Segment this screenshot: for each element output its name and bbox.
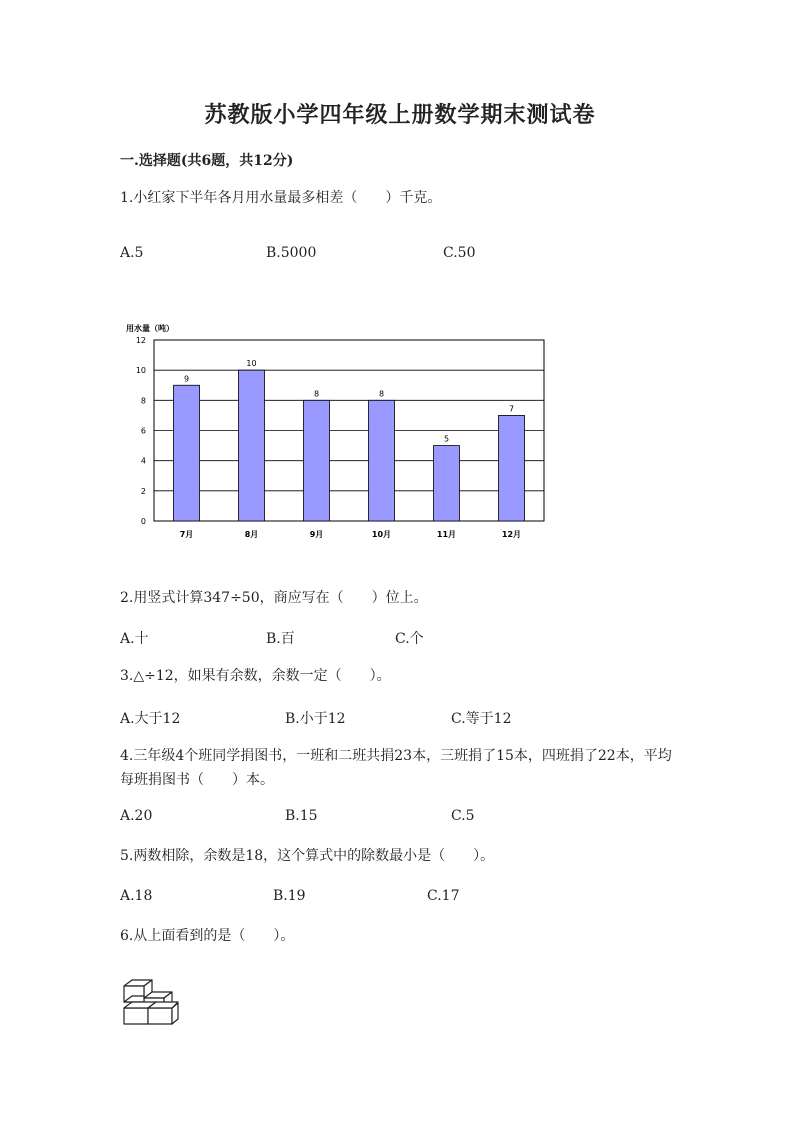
chart-y-tick-label: 2 bbox=[140, 486, 146, 496]
chart-grid bbox=[154, 340, 544, 521]
exam-title: 苏教版小学四年级上册数学期末测试卷 bbox=[204, 102, 596, 128]
q2-option-c[interactable]: C.个 bbox=[395, 631, 424, 647]
chart-y-tick-label: 10 bbox=[135, 366, 146, 376]
chart-x-tick-label: 7月 bbox=[179, 530, 194, 539]
q2-option-a[interactable]: A.十 bbox=[120, 631, 149, 647]
q3-option-c[interactable]: C.等于12 bbox=[451, 711, 512, 727]
chart-data-label: 10 bbox=[246, 359, 257, 369]
question-4: 4.三年级4个班同学捐图书，一班和二班共捐23本，三班捐了15本，四班捐了22本，平均每班捐图书（ ）本。 bbox=[120, 748, 672, 788]
q5-option-a[interactable]: A.18 bbox=[120, 888, 153, 904]
section-heading: 一.选择题(共6题，共12分) bbox=[120, 153, 294, 169]
chart-data-label: 5 bbox=[443, 434, 450, 444]
chart-data-label: 8 bbox=[313, 389, 320, 399]
chart-data-label: 9 bbox=[183, 374, 190, 384]
q2-option-b[interactable]: B.百 bbox=[266, 631, 295, 647]
question-6: 6.从上面看到的是（ ）。 bbox=[120, 928, 295, 944]
q5-option-c[interactable]: C.17 bbox=[427, 888, 460, 904]
chart-x-tick-label: 12月 bbox=[501, 530, 522, 539]
chart-x-tick-label: 9月 bbox=[309, 530, 324, 539]
chart-bars bbox=[174, 370, 525, 521]
q1-option-a[interactable]: A.5 bbox=[120, 245, 144, 261]
question-3: 3.△÷12，如果有余数，余数一定（ ）。 bbox=[120, 668, 391, 684]
chart-bar bbox=[499, 415, 525, 521]
chart-bar bbox=[174, 385, 200, 521]
q4-option-a[interactable]: A.20 bbox=[120, 808, 153, 824]
q3-option-a[interactable]: A.大于12 bbox=[120, 711, 181, 727]
q1-option-c[interactable]: C.50 bbox=[443, 245, 476, 261]
question-1: 1.小红家下半年各月用水量最多相差（ ）千克。 bbox=[120, 190, 442, 206]
chart-data-label: 8 bbox=[378, 389, 385, 399]
chart-y-tick-label: 12 bbox=[135, 336, 146, 345]
q3-option-b[interactable]: B.小于12 bbox=[285, 711, 346, 727]
q1-option-b[interactable]: B.5000 bbox=[266, 245, 317, 261]
chart-bar bbox=[434, 446, 460, 521]
water-usage-bar-chart bbox=[118, 318, 558, 548]
chart-bar bbox=[304, 400, 330, 521]
cubes-figure bbox=[118, 978, 182, 1028]
chart-y-tick-label: 8 bbox=[140, 396, 146, 406]
chart-y-axis-label: 用水量（吨） bbox=[126, 324, 174, 333]
chart-bar bbox=[369, 400, 395, 521]
chart-x-tick-label: 10月 bbox=[371, 530, 392, 539]
question-5: 5.两数相除，余数是18，这个算式中的除数最小是（ ）。 bbox=[120, 848, 495, 864]
q4-option-b[interactable]: B.15 bbox=[285, 808, 318, 824]
chart-y-tick-label: 0 bbox=[140, 517, 146, 526]
question-2: 2.用竖式计算347÷50，商应写在（ ）位上。 bbox=[120, 590, 428, 606]
chart-data-label: 7 bbox=[508, 404, 515, 414]
q5-option-b[interactable]: B.19 bbox=[273, 888, 306, 904]
chart-bar bbox=[239, 370, 265, 521]
chart-x-tick-label: 11月 bbox=[436, 530, 457, 539]
chart-y-tick-label: 4 bbox=[140, 456, 146, 466]
chart-y-tick-label: 6 bbox=[140, 426, 146, 436]
chart-x-tick-label: 8月 bbox=[244, 530, 259, 539]
q4-option-c[interactable]: C.5 bbox=[451, 808, 475, 824]
